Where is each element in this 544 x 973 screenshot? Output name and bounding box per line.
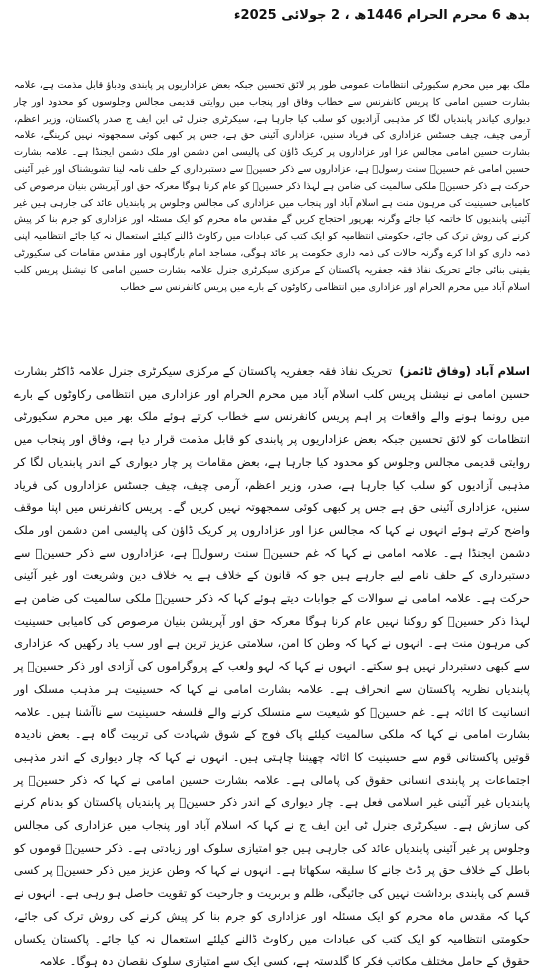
article-paragraph <box>14 360 530 973</box>
dateline: بدھ 6 محرم الحرام 1446ھ ، 2 جولائی 2025ء <box>233 8 530 23</box>
headline-summary <box>14 78 530 300</box>
summary-text: ملک بھر میں محرم سکیورٹی انتظامات عمومی طور پر لائق تحسین جبکہ بعض عزاداریوں پر پابندی ودباؤ قابل مذمت ہے، علامہ بشارت حسین امامی کا پریس کانفرنس سے خطاب وفاق اور پنجاب میں روایتی قدیمی مجالس وجلوسوں کو محدود اور چار دیواری کیاندر پابندیاں لگا کر مذہبی آزادیوں کو سلب کیا جارہا ہے، سیکرٹری جنرل ٹی این ایف ج صدر پاکستان، وزیر اعظم، آرمی چیف، چیف جسٹس عزاداری کی فریاد سنیں، عزاداری آئینی حق ہے، جس پر کبھی کوئی سمجھوتہ نہیں کرینگے، علامہ بشارت حسین امامی مجالس عزا اور عزاداروں پر کریک ڈاؤن کی پالیسی امن دشمن اور ملک دشمن ایجنڈا ہے۔ علامہ بشارت حسین امامی غم حسینؑ سنت رسولؐ ہے، عزاداروں سے ذکر حسینؑ سے دستبرداری کے حلف نامہ لینا تشویشناک اور غیر آئینی حرکت ہے ذکر حسینؑ ملکی سالمیت کی ضامن ہے لہذا ذکر حسینؑ کو عام کرنا ہوگا معرکہ حق اور آپریشن بنیان مرصوص کی کامیابی حسینیت کی مرہون منت ہے اسلام آباد اور پنجاب میں عزاداری کی مجالس وجلوس پر پابندیاں عائد کی جارہی ہیں غیر آئینی پابندیوں کا خاتمہ کیا جائے وگرنہ بھرپور احتجاج کریں گے مقدس ماہ محرم کو ایک مسئلہ اور عزاداری کو جرم بنا کر پیش کرنے کی روش ترک کی جائے، حکومتی انتظامیہ کو ایک کتب کی عبادات میں رکاوٹ ڈالنے کیلئے استعمال نہ کیا جائے انتظامیہ اپنی ذمہ داری کو ادا کرے وگرنہ حالات کی ذمہ داری حکومت پر عائد ہوگی، مساجد امام بارگاہوں اور مقدس مقامات کی سکیورٹی یقینی بنائی جائے تحریک نفاذ فقہ جعفریہ پاکستان کے مرکزی سیکرٹری جنرل علامہ بشارت حسین امامی کا نیشنل پریس کلب اسلام آباد میں محرم الحرام اور عزاداری میں انتظامی رکاوٹوں کے بارے میں پریس کانفرنس سے خطاب <box>14 80 530 293</box>
article-lead: اسلام آباد (وفاق ٹائمز) <box>399 364 530 378</box>
article-body <box>14 360 530 969</box>
article-text: تحریک نفاذ فقہ جعفریہ پاکستان کے مرکزی سیکرٹری جنرل علامہ ڈاکٹر بشارت حسین امامی نے نیشنل پریس کلب اسلام آباد میں محرم الحرام اور عزاداری میں انتظامی رکاوٹوں کے بارے میں رونما ہونے والے واقعات پر اہم پریس کانفرنس سے خطاب کرتے ہوئے ملک بھر میں محرم سکیورٹی انتظامات کو لائق تحسین جبکہ بعض عزاداریوں پر پابندی کو قابل مذمت قرار دیا ہے، وفاق اور پنجاب میں روایتی قدیمی مجالس وجلوس کو محدود کیا جارہا ہے، بعض مقامات پر چار دیواری کے اندر پابندیاں لگا کر مذہبی آزادیوں کو سلب کیا جارہا ہے، صدر، وزیر اعظم، آرمی چیف، چیف جسٹس عزاداروں کی فریاد سنیں، عزاداری آئینی حق ہے جس پر کبھی کوئی سمجھوتہ نہیں کریں گے۔ پریس کانفرنس میں اپنا موقف واضح کرتے ہوئے انہوں نے کہا کہ مجالس عزا اور عزاداروں پر کریک ڈاؤن کی پالیسی امن دشمن اور ملک دشمن ایجنڈا ہے۔ علامہ امامی نے کہا کہ غم حسینؑ سنت رسولؐ ہے، عزاداروں سے ذکر حسینؑ سے دستبرداری کے حلف نامے لیے جارہے ہیں جو کہ قانون کے خلاف ہے یہ خلاف دین وشریعت اور غیر آئینی حرکت ہے۔ علامہ امامی نے سوالات کے جوابات دیتے ہوئے کہا کہ ذکر حسینؑ ملکی سالمیت کی ضامن ہے لہذا ذکر حسینؑ کو روکنا نہیں عام کرنا ہوگا معرکہ حق اور آپریشن بنیان مرصوص کی کامیابی حسینیت کی مرہون منت ہے۔ انہوں نے کہا کہ وطن کا امن، سلامتی عزیز ترین ہے اور سب یاد رکھیں کہ عزاداری سے کبھی دستبردار نہیں ہو سکتے۔ انہوں نے کہا کہ لہو ولعب کے پروگراموں کی آزادی اور ذکر حسینؑ پر پابندیاں نظریہ پاکستان سے انحراف ہے۔ علامہ بشارت امامی نے کہا کہ حسینیت ہر مذہب مسلک اور انسانیت کا اثاثہ ہے۔ غم حسینؑ کو شیعیت سے منسلک کرنے والے فلسفہ حسینیت سے ناآشنا ہیں۔ علامہ بشارت امامی نے کہا کہ ملکی سالمیت کیلئے پاک فوج کے شوق شہادت کی تربیت گاہ ہے۔ بعض نادیدہ قوتیں پاکستانی قوم سے حسینیت کا اثاثہ چھیننا چاہتی ہیں۔ انہوں نے کہا کہ چار دیواری کے اندر مذہبی اجتماعات پر پابندی انسانی حقوق کی پامالی ہے۔ علامہ بشارت حسین امامی نے کہا کہ ذکر حسینؑ پر پابندیاں غیر آئینی غیر اسلامی فعل ہے۔ چار دیواری کے اندر ذکر حسینؑ پر پابندیاں پاکستان کو بدنام کرنے کی سازش ہے۔ سیکرٹری جنرل ٹی این ایف ج نے کہا کہ اسلام آباد اور پنجاب میں عزاداری کی مجالس وجلوس پر غیر آئینی پابندیاں عائد کی جارہی ہیں جو امتیازی سلوک اور زیادتی ہے۔ ذکر حسینؑ قوموں کو باطل کے خلاف حق پر ڈٹ جانے کا سلیقہ سکھاتا ہے۔ انہوں نے کہا کہ وطن عزیز میں ذکر حسینؑ پر کسی قسم کی پابندی برداشت نہیں کی جائیگی، ظلم و بربریت و جارحیت کو تقویت حاصل ہو رہی ہے۔ انہوں نے کہا کہ مقدس ماہ محرم کو ایک مسئلہ اور عزاداری کو جرم بنا کر پیش کرنے کی روش ترک کی جائے، حکومتی انتظامیہ کو ایک کتب کی عبادات میں رکاوٹ ڈالنے کیلئے استعمال نہ کیا جائے۔ پاکستان یکساں حقوق کے حامل مختلف مکاتب فکر کا گلدستہ ہے، کسی ایک سے امتیازی سلوک نقصان دہ ہوگا۔ علامہ <box>14 364 530 969</box>
